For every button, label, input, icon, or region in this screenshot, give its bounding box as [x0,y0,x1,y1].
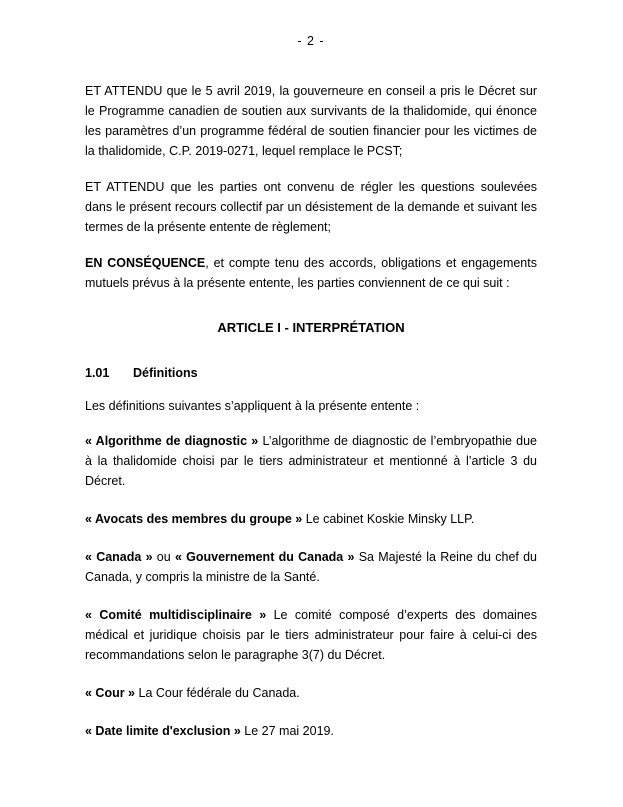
definition-body: La Cour fédérale du Canada. [138,686,300,700]
definition-canada [85,547,537,587]
page-number: - 2 - [297,34,325,48]
definition-body: Le 27 mai 2019. [244,724,334,738]
section-heading [85,363,537,383]
section-title: Définitions [133,366,198,380]
definition-term: « Cour » [85,686,136,700]
article-heading: ARTICLE I - INTERPRÉTATION [217,320,405,335]
definition-body: Le comité composé d’experts des domaines médical et juridique choisis par le tiers administrateur pour faire à celui-ci des recommandations selon le paragraphe 3(7) du Décret. [85,608,537,662]
definition-body: Sa Majesté la Reine du chef du Canada, y compris la ministre de la Santé. [85,550,538,584]
definition-term: « Algorithme de diagnostic » [85,434,259,448]
consequence-lead: EN CONSÉQUENCE [85,256,206,270]
recital-paragraph-2: ET ATTENDU que les parties ont convenu de régler les questions soulevées dans le présent recours collectif par un désistement de la demande et suivant les termes de la présente entente de règlement; [85,180,537,234]
definition-algorithme [85,431,537,491]
definition-cour [85,683,537,703]
definition-date-limite [85,721,537,741]
definition-term: « Canada » [85,550,153,564]
definition-term: « Avocats des membres du groupe » [85,512,303,526]
definition-body: Le cabinet Koskie Minsky LLP. [305,512,475,526]
section-number: 1.01 [85,366,110,380]
definitions-intro: Les définitions suivantes s’appliquent à la présente entente : [85,399,420,413]
definition-term: « Comité multidisciplinaire » [85,608,267,622]
definition-term: « Date limite d'exclusion » [85,724,241,738]
consequence-paragraph [85,253,537,293]
definition-connector: ou [156,550,171,564]
definition-body: L’algorithme de diagnostic de l’embryopathie due à la thalidomide choisi par le tiers administrateur et mentionné à l’article 3 du Décret. [85,434,537,488]
consequence-text: , et compte tenu des accords, obligations et engagements mutuels prévus à la présente entente, les parties conviennent de ce qui suit : [85,256,537,290]
definition-avocats [85,509,537,529]
definition-term-alt: « Gouvernement du Canada » [174,550,355,564]
definition-comite [85,605,537,665]
recital-paragraph-1: ET ATTENDU que le 5 avril 2019, la gouverneure en conseil a pris le Décret sur le Programme canadien de soutien aux survivants de la thalidomide, qui énonce les paramètres d’un programme fédéral de soutien financier pour les victimes de la thalidomide, C.P. 2019-0271, lequel remplace le PCST; [85,84,537,158]
